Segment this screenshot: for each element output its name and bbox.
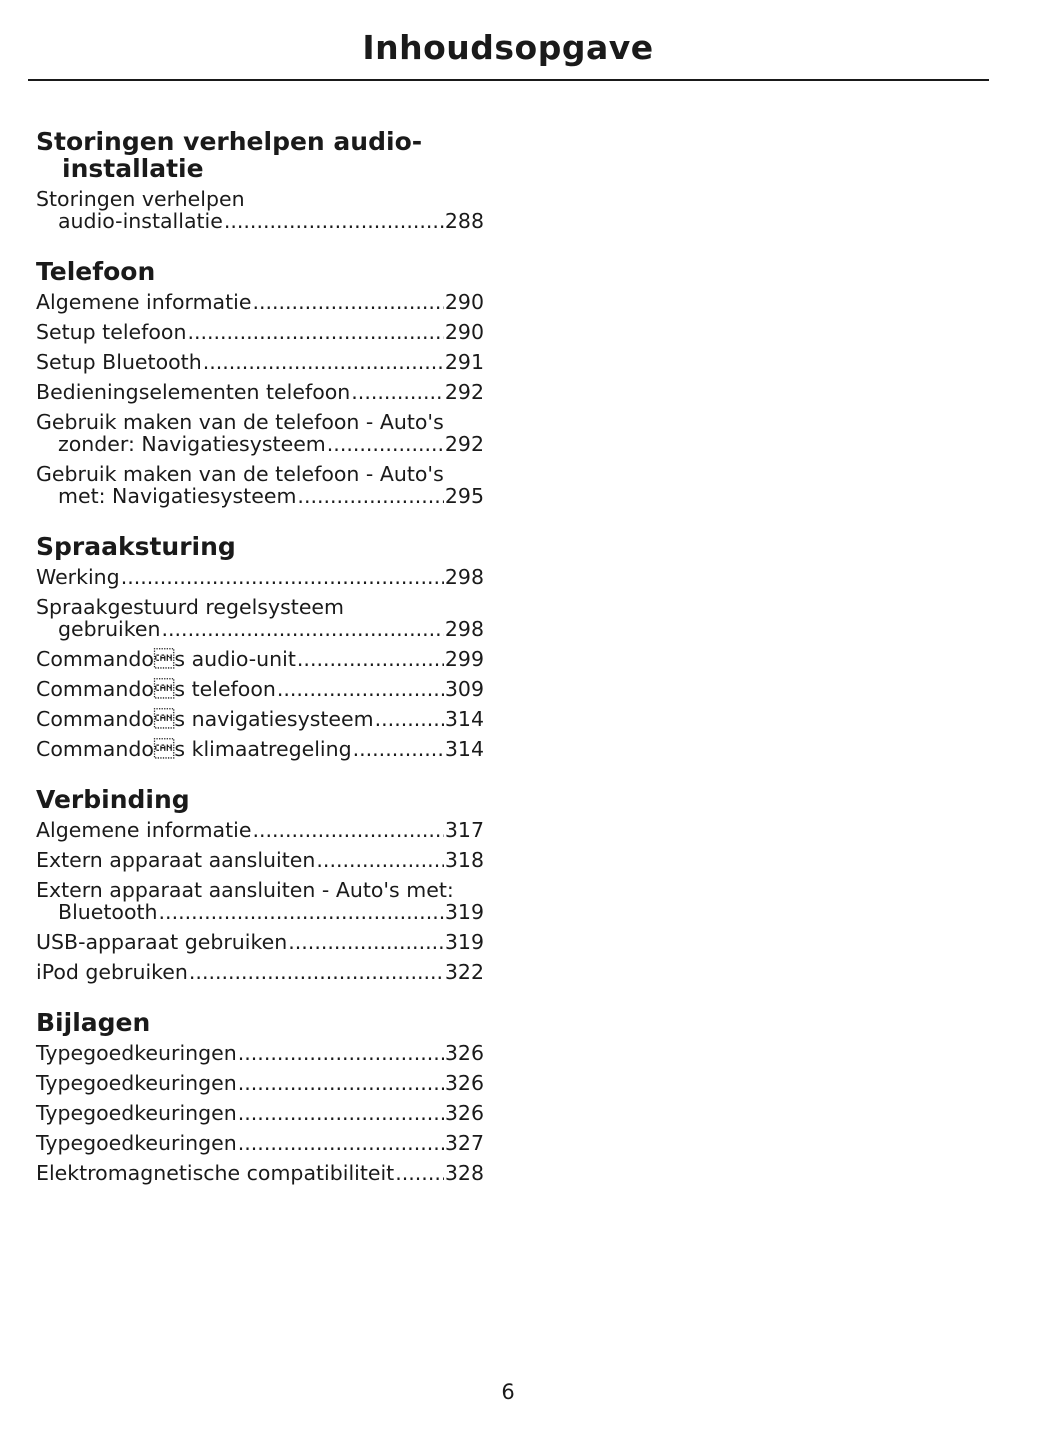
toc-section (36, 258, 484, 507)
dot-leader (238, 1132, 444, 1154)
toc-entry-page: 319 (444, 900, 484, 924)
toc-entry[interactable] (36, 381, 484, 403)
toc-entry-page: 298 (444, 565, 484, 589)
dot-leader (316, 849, 443, 871)
toc-entry[interactable] (36, 1132, 484, 1154)
toc-entry-title: Commandos navigatiesysteem (36, 707, 374, 731)
toc-entry[interactable] (36, 678, 484, 700)
section-heading: Storingen verhelpen audio-installatie (36, 127, 423, 183)
toc-entry-title: Typegoedkeuringen (36, 1041, 237, 1065)
toc-entry[interactable] (36, 291, 484, 313)
table-of-contents (36, 128, 484, 1210)
toc-entry-page: 317 (444, 818, 484, 842)
toc-entry[interactable] (36, 1072, 484, 1094)
toc-entry-page: 326 (444, 1101, 484, 1125)
section-heading: Spraaksturing (36, 532, 236, 561)
toc-entry-page: 322 (444, 960, 484, 984)
toc-entry-title: iPod gebruiken (36, 960, 188, 984)
toc-entry-title: zonder: Navigatiesysteem (58, 432, 326, 456)
dot-leader (189, 961, 444, 983)
toc-section (36, 1009, 484, 1184)
toc-entry[interactable] (36, 596, 484, 640)
dot-leader (162, 618, 444, 640)
toc-entry-page: 314 (444, 707, 484, 731)
toc-entry-page: 290 (444, 290, 484, 314)
toc-entry-title: Algemene informatie (36, 818, 252, 842)
toc-entry-first-line: Storingen verhelpen (36, 187, 245, 211)
dot-leader (351, 381, 444, 403)
dot-leader (395, 1162, 444, 1184)
toc-entry-title: gebruiken (58, 617, 161, 641)
dot-leader (327, 433, 444, 455)
toc-entry-page: 318 (444, 848, 484, 872)
dot-leader (224, 210, 444, 232)
dot-leader (252, 291, 443, 313)
toc-entry-page: 292 (444, 432, 484, 456)
section-heading: Telefoon (36, 257, 156, 286)
toc-section (36, 128, 484, 232)
toc-entry-title: Typegoedkeuringen (36, 1131, 237, 1155)
toc-entry-page: 290 (444, 320, 484, 344)
toc-entry-page: 319 (444, 930, 484, 954)
toc-entry-title: Werking (36, 565, 120, 589)
toc-entry-first-line: Gebruik maken van de telefoon - Auto's (36, 462, 444, 486)
title-divider (28, 79, 989, 81)
dot-leader (238, 1042, 444, 1064)
toc-entry-title: Extern apparaat aansluiten (36, 848, 316, 872)
toc-entry-title: USB-apparaat gebruiken (36, 930, 288, 954)
toc-entry-title: Elektromagnetische compatibiliteit (36, 1161, 395, 1185)
toc-entry[interactable] (36, 411, 484, 455)
dot-leader (277, 678, 444, 700)
page-number: 6 (501, 1380, 515, 1404)
toc-entry-first-line: Spraakgestuurd regelsysteem (36, 595, 345, 619)
toc-entry-title: Bluetooth (58, 900, 158, 924)
toc-entry[interactable] (36, 321, 484, 343)
toc-entry-first-line: Gebruik maken van de telefoon - Auto's (36, 410, 444, 434)
toc-entry[interactable] (36, 961, 484, 983)
toc-entry-page: 327 (444, 1131, 484, 1155)
toc-entry-page: 326 (444, 1041, 484, 1065)
dot-leader (203, 351, 444, 373)
dot-leader (159, 901, 444, 923)
toc-entry[interactable] (36, 931, 484, 953)
toc-section (36, 786, 484, 983)
toc-entry-title: Bedieningselementen telefoon (36, 380, 351, 404)
toc-entry-title: met: Navigatiesysteem (58, 484, 297, 508)
toc-entry[interactable] (36, 1102, 484, 1124)
toc-entry[interactable] (36, 879, 484, 923)
toc-entry-page: 288 (444, 209, 484, 233)
dot-leader (297, 648, 444, 670)
dot-leader (121, 566, 444, 588)
toc-entry-page: 298 (444, 617, 484, 641)
toc-entry-page: 295 (444, 484, 484, 508)
page-title: Inhoudsopgave (362, 28, 654, 67)
toc-entry-title: Typegoedkeuringen (36, 1071, 237, 1095)
toc-entry-title: Setup telefoon (36, 320, 187, 344)
toc-entry-title: Algemene informatie (36, 290, 252, 314)
toc-entry-title: Setup Bluetooth (36, 350, 202, 374)
dot-leader (187, 321, 443, 343)
toc-entry-title: Commandos telefoon (36, 677, 276, 701)
dot-leader (252, 819, 443, 841)
toc-entry[interactable] (36, 351, 484, 373)
dot-leader (288, 931, 444, 953)
dot-leader (238, 1102, 444, 1124)
toc-entry[interactable] (36, 648, 484, 670)
toc-entry-page: 291 (444, 350, 484, 374)
toc-entry[interactable] (36, 566, 484, 588)
toc-entry-page: 309 (444, 677, 484, 701)
toc-entry-title: Commandos audio-unit (36, 647, 296, 671)
toc-entry-first-line: Extern apparaat aansluiten - Auto's met: (36, 878, 454, 902)
toc-entry[interactable] (36, 738, 484, 760)
dot-leader (353, 738, 444, 760)
toc-entry[interactable] (36, 463, 484, 507)
toc-section (36, 533, 484, 760)
toc-entry[interactable] (36, 1042, 484, 1064)
dot-leader (375, 708, 444, 730)
toc-entry-page: 328 (444, 1161, 484, 1185)
toc-entry[interactable] (36, 849, 484, 871)
dot-leader (297, 485, 443, 507)
toc-entry-page: 326 (444, 1071, 484, 1095)
toc-entry[interactable] (36, 708, 484, 730)
toc-entry-page: 314 (444, 737, 484, 761)
toc-entry[interactable] (36, 819, 484, 841)
toc-entry[interactable] (36, 1162, 484, 1184)
dot-leader (238, 1072, 444, 1094)
toc-entry-title: Typegoedkeuringen (36, 1101, 237, 1125)
toc-entry-page: 292 (444, 380, 484, 404)
toc-entry-page: 299 (444, 647, 484, 671)
toc-entry-title: audio-installatie (58, 209, 223, 233)
section-heading: Bijlagen (36, 1008, 151, 1037)
toc-entry[interactable] (36, 188, 484, 232)
section-heading: Verbinding (36, 785, 190, 814)
toc-entry-title: Commandos klimaatregeling (36, 737, 352, 761)
